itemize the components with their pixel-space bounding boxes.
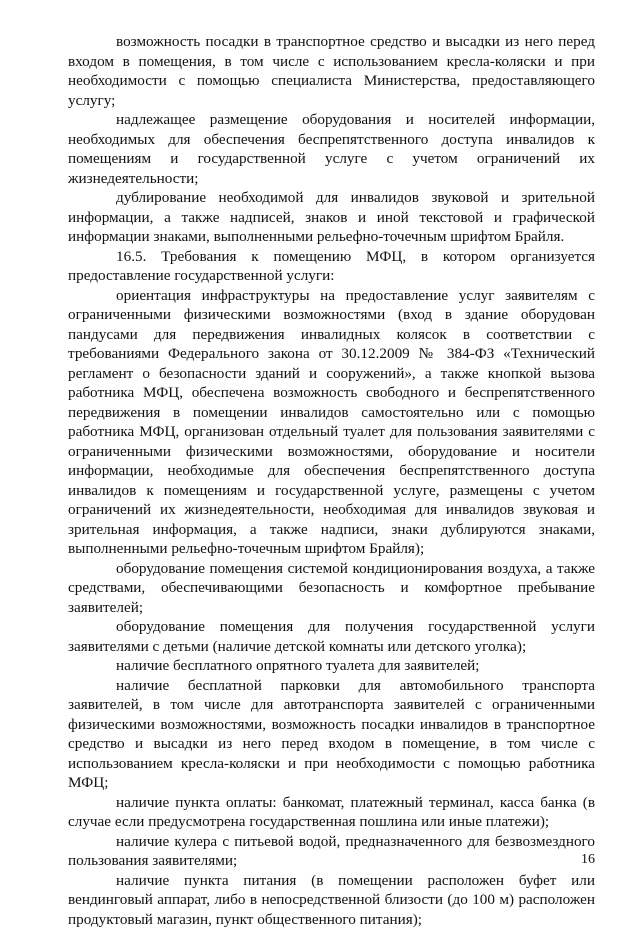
- paragraph-air-conditioning: оборудование помещения системой кондиционирования воздуха, а также средствами, обеспечивающими безопасность и комфортное пребывание заявителей;: [68, 559, 595, 618]
- paragraph-food-point: наличие пункта питания (в помещении расположен буфет или вендинговый аппарат, либо в непосредственной близости (до 100 м) расположен продуктовый магазин, пункт общественного питания);: [68, 871, 595, 929]
- paragraph-water-cooler: наличие кулера с питьевой водой, предназначенного для безвозмездного пользования заявителями;: [68, 832, 595, 871]
- paragraph-section-16-5: 16.5. Требования к помещению МФЦ, в котором организуется предоставление государственной услуги:: [68, 247, 595, 286]
- paragraph-equipment-placement: надлежащее размещение оборудования и носителей информации, необходимых для обеспечения беспрепятственного доступа инвалидов к помещениям и государственной услуге с учетом ограничений их жизнедеятельности;: [68, 110, 595, 188]
- paragraph-free-parking: наличие бесплатной парковки для автомобильного транспорта заявителей, в том числе для автотранспорта заявителей с ограниченными физическими возможностями, возможность посадки инвалидов в транспортное средство и высадки из него перед входом в помещение, в том числе с использованием кресла-коляски и при необходимости с помощью работника МФЦ;: [68, 676, 595, 793]
- document-page: [68, 32, 595, 929]
- paragraph-children-room: оборудование помещения для получения государственной услуги заявителями с детьми (наличие детской комнаты или детского уголка);: [68, 617, 595, 656]
- paragraph-infrastructure-orientation: ориентация инфраструктуры на предоставление услуг заявителям с ограниченными физическими возможностями (вход в здание оборудован пандусами для передвижения инвалидных колясок в соответствии с требованиями Федерального закона от 30.12.2009 № 384-ФЗ «Технический регламент о безопасности зданий и сооружений», а также кнопкой вызова работника МФЦ, обеспечена возможность свободного и беспрепятственного передвижения в помещении инвалидов самостоятельно или с помощью работника МФЦ, организован отдельный туалет для пользования заявителями с ограниченными физическими возможностями, оборудование и носители информации, необходимые для обеспечения беспрепятственного доступа инвалидов к помещениям и государственной услуге, размещены с учетом ограничений их жизнедеятельности, необходимая для инвалидов звуковая и зрительная информация, а также надписи, знаки дублируются знаками, выполненными рельефно-точечным шрифтом Брайля);: [68, 286, 595, 559]
- page-number: 16: [560, 852, 595, 868]
- paragraph-boarding-vehicle: возможность посадки в транспортное средство и высадки из него перед входом в помещения, в том числе с использованием кресла-коляски и при необходимости с помощью специалиста Министерства, предоставляющего услугу;: [68, 32, 595, 110]
- paragraph-payment-point: наличие пункта оплаты: банкомат, платежный терминал, касса банка (в случае если предусмотрена государственная пошлина или иные платежи);: [68, 793, 595, 832]
- paragraph-free-toilet: наличие бесплатного опрятного туалета для заявителей;: [68, 656, 595, 676]
- paragraph-braille-duplication: дублирование необходимой для инвалидов звуковой и зрительной информации, а также надписей, знаков и иной текстовой и графической информации знаками, выполненными рельефно-точечным шрифтом Брайля.: [68, 188, 595, 247]
